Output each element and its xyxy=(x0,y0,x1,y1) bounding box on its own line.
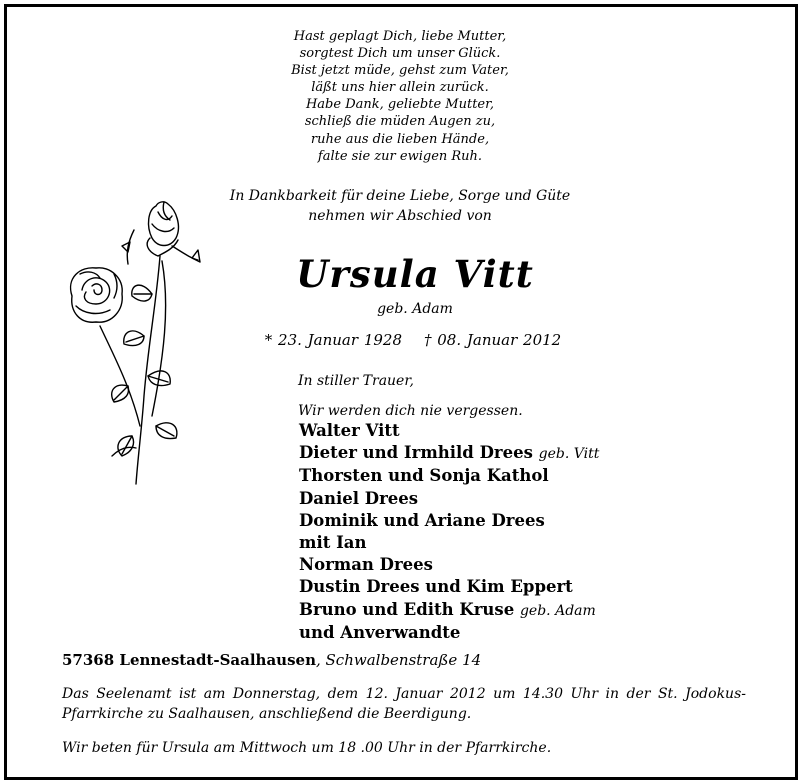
poem-line: Hast geplagt Dich, liebe Mutter, xyxy=(293,29,507,44)
prayer-info: Wir beten für Ursula am Mittwoch um 18 .00 Uhr in der Pfarrkirche. xyxy=(62,740,552,756)
family-member: Thorsten und Sonja Kathol xyxy=(299,466,549,486)
birth-date: * 23. Januar 1928 xyxy=(264,331,402,349)
family-member: Dominik und Ariane Drees xyxy=(299,510,545,530)
family-member: mit Ian xyxy=(299,533,367,553)
family-member: Dieter und Irmhild Drees geb. Vitt xyxy=(299,443,600,463)
family-member: Walter Vitt xyxy=(299,421,400,440)
poem-line: Habe Dank, geliebte Mutter, xyxy=(305,97,495,113)
poem-line: sorgtest Dich um unser Glück. xyxy=(299,46,501,62)
poem-line: ruhe aus die lieben Hände, xyxy=(310,131,490,147)
mourning-line: Wir werden dich nie vergessen. xyxy=(298,403,523,419)
birth-name: geb. Adam xyxy=(377,301,453,317)
family-member: Norman Drees xyxy=(299,555,433,575)
address-street: , Schwalbenstraße 14 xyxy=(315,651,482,669)
service-info: Das Seelenamt ist am Donnerstag, dem 12. Januar 2012 um 14.30 Uhr in der St. Jodokus-Pfarrkirche zu Saalhausen, anschließend die Beerdigung. xyxy=(62,686,746,722)
poem-line: läßt uns hier allein zurück. xyxy=(311,80,489,96)
family-member: Bruno und Edith Kruse geb. Adam xyxy=(299,599,596,619)
family-member: Daniel Drees xyxy=(299,488,419,508)
family-list xyxy=(299,420,599,644)
death-date: † 08. Januar 2012 xyxy=(424,331,562,349)
dedication-line: In Dankbarkeit für deine Liebe, Sorge und Güte xyxy=(229,188,571,204)
address-city: 57368 Lennestadt-Saalhausen xyxy=(62,651,316,669)
poem-line: falte sie zur ewigen Ruh. xyxy=(317,148,483,164)
dedication-line: nehmen wir Abschied von xyxy=(308,208,492,224)
family-note: geb. Vitt xyxy=(538,446,600,463)
deceased-name: Ursula Vitt xyxy=(296,252,534,296)
poem xyxy=(0,28,800,165)
mourning-text xyxy=(298,366,523,426)
family-note: geb. Adam xyxy=(519,602,596,619)
mourning-line: In stiller Trauer, xyxy=(298,373,414,389)
family-member: und Anverwandte xyxy=(299,622,461,642)
family-member: Dustin Drees und Kim Eppert xyxy=(299,577,573,597)
address xyxy=(62,650,481,670)
poem-line: schließ die müden Augen zu, xyxy=(304,114,496,130)
life-dates xyxy=(0,330,800,350)
poem-line: Bist jetzt müde, gehst zum Vater, xyxy=(291,63,509,79)
